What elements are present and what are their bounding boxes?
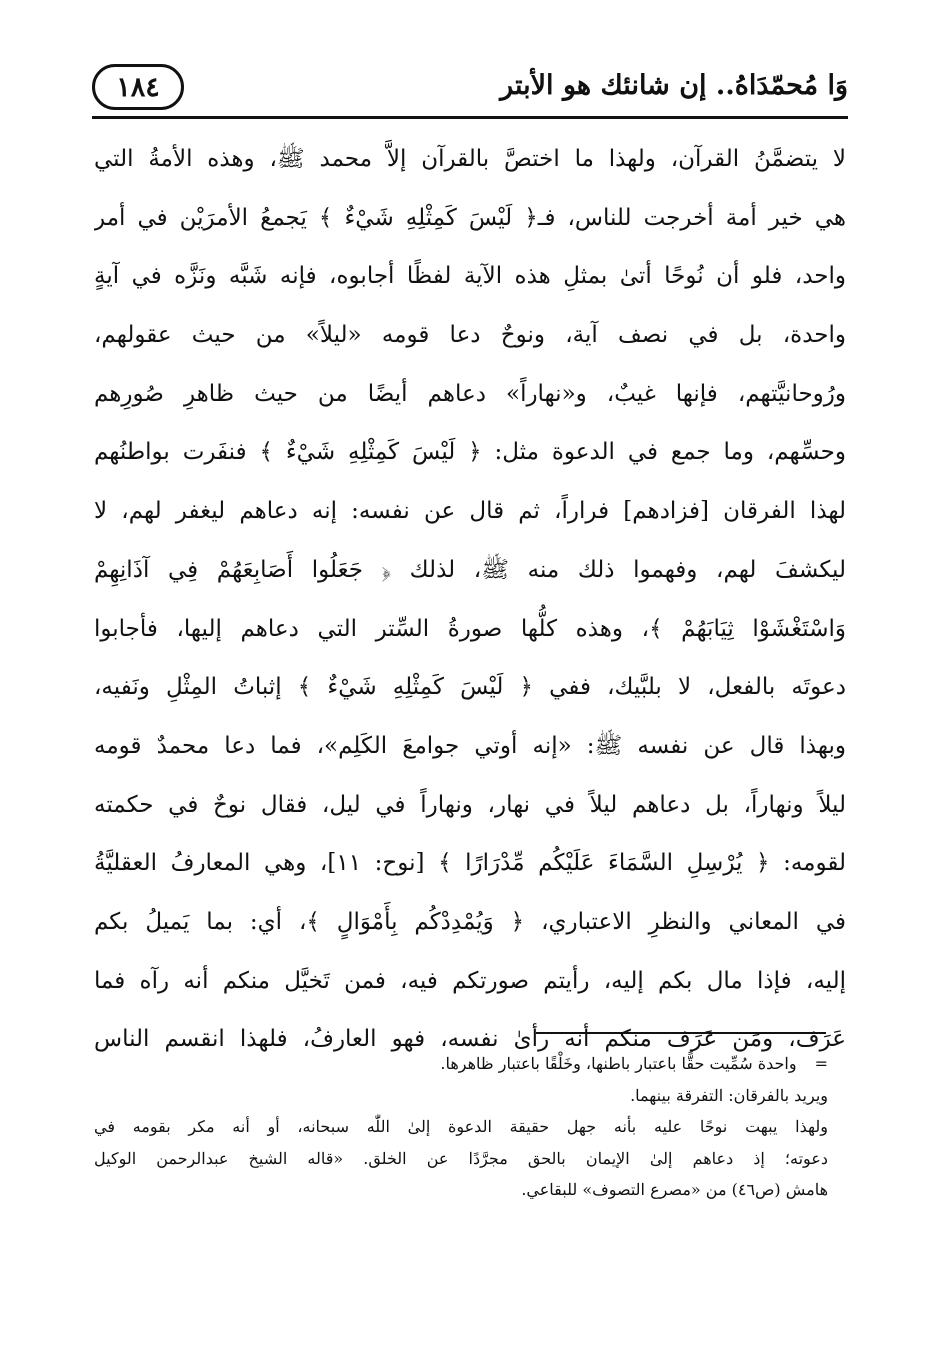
footnote-separator — [536, 1032, 826, 1034]
body-line: هي خير أمة أخرجت للناس، فـ﴿ لَيْسَ كَمِثْلِهِ شَيْءٌ ﴾ يَجمعُ الأمرَيْن في أمر — [94, 204, 846, 231]
body-line: وَاسْتَغْشَوْا ثِيَابَهُمْ ﴾، وهذه كلُّها صورةُ السِّتر التي دعاهم إليها، فأجابوا — [94, 615, 846, 642]
body-line: دعوتَه بالفعل، لا بلبَّيك، ففي ﴿ لَيْسَ كَمِثْلِهِ شَيْءٌ ﴾ إثباتُ المِثْلِ ونَفيه، — [94, 674, 846, 701]
body-line: لهذا الفرقان [فزادهم] فراراً، ثم قال عن نفسه: إنه دعاهم ليغفر لهم، لا — [94, 498, 846, 525]
footnotes — [94, 1048, 828, 1206]
footnote-continuation-marker: = — [814, 1054, 828, 1073]
body-text — [94, 130, 846, 1069]
page-number-badge: ١٨٤ — [92, 64, 184, 110]
header-rule — [92, 116, 848, 119]
running-title: وَا مُحمّدَاهُ.. إن شانئك هو الأبتر — [500, 70, 848, 101]
footnote-line — [94, 1048, 828, 1080]
body-line: عَرَف، ومَن عَرَف منكم أنه رأىٰ نفسه، فهو العارفُ، فلهذا انقسم الناس — [94, 1026, 846, 1053]
body-line: إليه، فإذا مال بكم إليه، رأيتم صورتكم فيه، فمن تَخيَّل منكم أنه رآه فما — [94, 967, 846, 994]
body-line: ليكشفَ لهم، وفهموا ذلك منه ﷺ، لذلك ﴿ جَعَلُوا أَصَابِعَهُمْ فِي آذَانِهِمْ — [94, 556, 846, 583]
body-line: وبهذا قال عن نفسه ﷺ: «إنه أوتي جوامعَ الكَلِم»، فما دعا محمدٌ قومه — [94, 732, 846, 759]
footnote-line: هامش (ص٤٦) من «مصرع التصوف» للبقاعي. — [521, 1180, 828, 1199]
footnote-text: واحدة سُمِّيت حقًّا باعتبار باطنها، وخَلْقًا باعتبار ظاهرها. — [440, 1054, 797, 1073]
body-line: لا يتضمَّنُ القرآن، ولهذا ما اختصَّ بالقرآن إلاَّ محمد ﷺ، وهذه الأمةُ التي — [94, 146, 846, 172]
footnote-line: ويريد بالفرقان: التفرقة بينهما. — [630, 1085, 828, 1105]
body-line: ورُوحانيَّتهم، فإنها غيبٌ، و«نهاراً» دعاهم أيضًا من حيث ظاهرِ صُورِهم — [94, 380, 846, 407]
body-line: في المعاني والنظرِ الاعتباري، ﴿ وَيُمْدِدْكُم بِأَمْوَالٍ ﴾، أي: بما يَميلُ بكم — [94, 908, 846, 935]
page-header — [92, 60, 848, 120]
body-line: واحد، فلو أن نُوحًا أتىٰ بمثلِ هذه الآية لفظًا أجابوه، فإنه شَبَّه ونَزَّه في آيةٍ — [94, 263, 846, 290]
footnote-line: دعوته؛ إذ دعاهم إلىٰ الإيمان بالحق مجرَّدًا عن الخلق. «قاله الشيخ عبدالرحمن الوكيل — [94, 1148, 828, 1168]
body-line: واحدة، بل في نصف آية، ونوحٌ دعا قومه «ليلاً» من حيث عقولهم، — [94, 322, 846, 349]
body-line: وحسِّهم، وما جمع في الدعوة مثل: ﴿ لَيْسَ كَمِثْلِهِ شَيْءٌ ﴾ فنفَرت بواطنُهم — [94, 439, 846, 466]
body-line: ليلاً ونهاراً، بل دعاهم ليلاً في نهار، ونهاراً في ليل، فقال نوحٌ في حكمته — [94, 791, 846, 818]
footnote-line: ولهذا يبهت نوحًا عليه بأنه جهل حقيقة الدعوة إلىٰ اللّٰه سبحانه، أو أنه مكر بقومه في — [94, 1117, 828, 1136]
body-line: لقومه: ﴿ يُرْسِلِ السَّمَاءَ عَلَيْكُم مِّدْرَارًا ﴾ [نوح: ١١]، وهي المعارفُ العقليَّةُ — [94, 850, 846, 877]
